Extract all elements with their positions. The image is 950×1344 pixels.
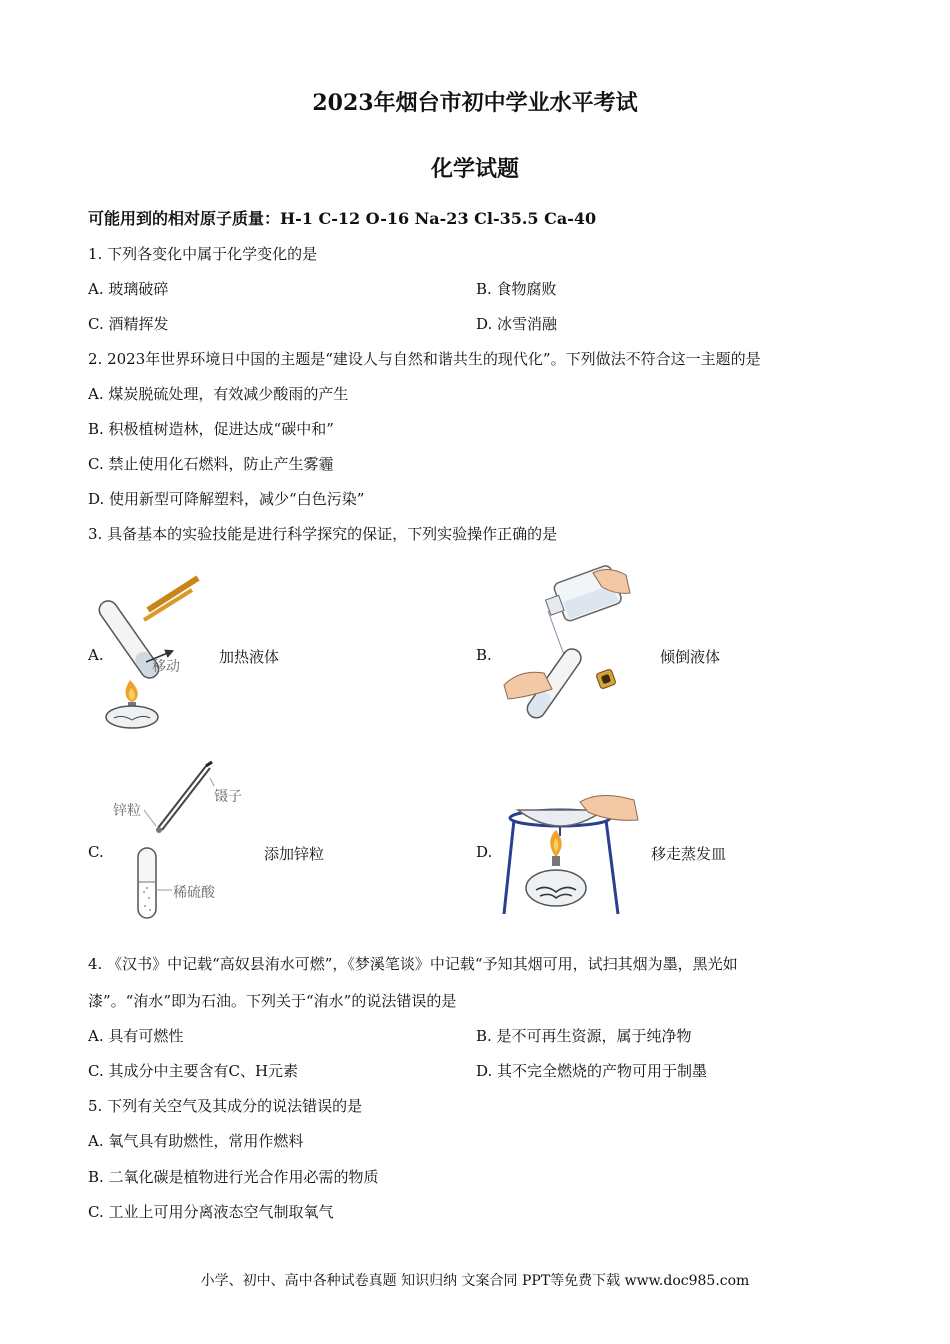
q3-option-c-caption: 添加锌粒 [264, 845, 325, 863]
q4-option-c: C. 其成分中主要含有C、H元素 [88, 1062, 299, 1080]
q2-option-a: A. 煤炭脱硫处理，有效减少酸雨的产生 [88, 385, 349, 403]
q3-option-d-letter: D. [476, 843, 493, 861]
q2-option-d: D. 使用新型可降解塑料，减少“白色污染” [88, 490, 365, 508]
q5-option-c: C. 工业上可用分离液态空气制取氧气 [88, 1203, 334, 1221]
label-dilute-sulfuric-acid: 稀硫酸 [173, 885, 215, 901]
evaporating-dish-illustration [500, 796, 650, 918]
q1-option-b: B. 食物腐败 [476, 280, 557, 298]
q1-option-a: A. 玻璃破碎 [88, 280, 169, 298]
page-footer: 小学、初中、高中各种试卷真题 知识归纳 文案合同 PPT等免费下载 www.doc985.com [200, 1273, 750, 1289]
q2-option-b: B. 积极植树造林，促进达成“碳中和” [88, 420, 334, 438]
heating-liquid-illustration [100, 580, 210, 730]
q5-option-b: B. 二氧化碳是植物进行光合作用必需的物质 [88, 1168, 379, 1186]
q4-option-a: A. 具有可燃性 [88, 1027, 184, 1045]
q4-option-d: D. 其不完全燃烧的产物可用于制墨 [476, 1062, 708, 1080]
q3-option-c-letter: C. [88, 843, 104, 861]
question-4-stem-line1: 4. 《汉书》中记载“高奴县洧水可燃”，《梦溪笔谈》中记载“予知其烟可用，试扫其烟为墨，黑光如 [88, 955, 738, 973]
q5-option-a: A. 氧气具有助燃性，常用作燃料 [88, 1132, 304, 1150]
q3-option-a-letter: A. [88, 646, 104, 664]
exam-title: 2023年烟台市初中学业水平考试 [312, 90, 638, 116]
pouring-liquid-illustration [498, 565, 638, 730]
question-1-stem: 1. 下列各变化中属于化学变化的是 [88, 245, 318, 263]
q1-option-c: C. 酒精挥发 [88, 315, 169, 333]
question-2-stem: 2. 2023年世界环境日中国的主题是“建设人与自然和谐共生的现代化”。下列做法不符合这一主题的是 [88, 350, 761, 368]
q4-option-b: B. 是不可再生资源，属于纯净物 [476, 1027, 692, 1045]
label-tweezers: 镊子 [214, 789, 242, 805]
question-3-stem: 3. 具备基本的实验技能是进行科学探究的保证，下列实验操作正确的是 [88, 525, 558, 543]
q3-option-b-letter: B. [476, 646, 492, 664]
q3-option-d-caption: 移走蒸发皿 [651, 845, 727, 863]
atomic-mass-note: 可能用到的相对原子质量：H-1 C-12 O-16 Na-23 Cl-35.5 Ca-40 [88, 209, 597, 228]
exam-subtitle: 化学试题 [430, 156, 519, 182]
q2-option-c: C. 禁止使用化石燃料，防止产生雾霾 [88, 455, 334, 473]
question-5-stem: 5. 下列有关空气及其成分的说法错误的是 [88, 1097, 363, 1115]
label-move: 移动 [152, 659, 180, 675]
q1-option-d: D. 冰雪消融 [476, 315, 558, 333]
question-4-stem-line2: 漆”。“洧水”即为石油。下列关于“洧水”的说法错误的是 [88, 992, 457, 1010]
q3-option-b-caption: 倾倒液体 [660, 648, 721, 666]
label-zinc-granule: 锌粒 [113, 803, 141, 819]
q3-option-a-caption: 加热液体 [219, 648, 280, 666]
